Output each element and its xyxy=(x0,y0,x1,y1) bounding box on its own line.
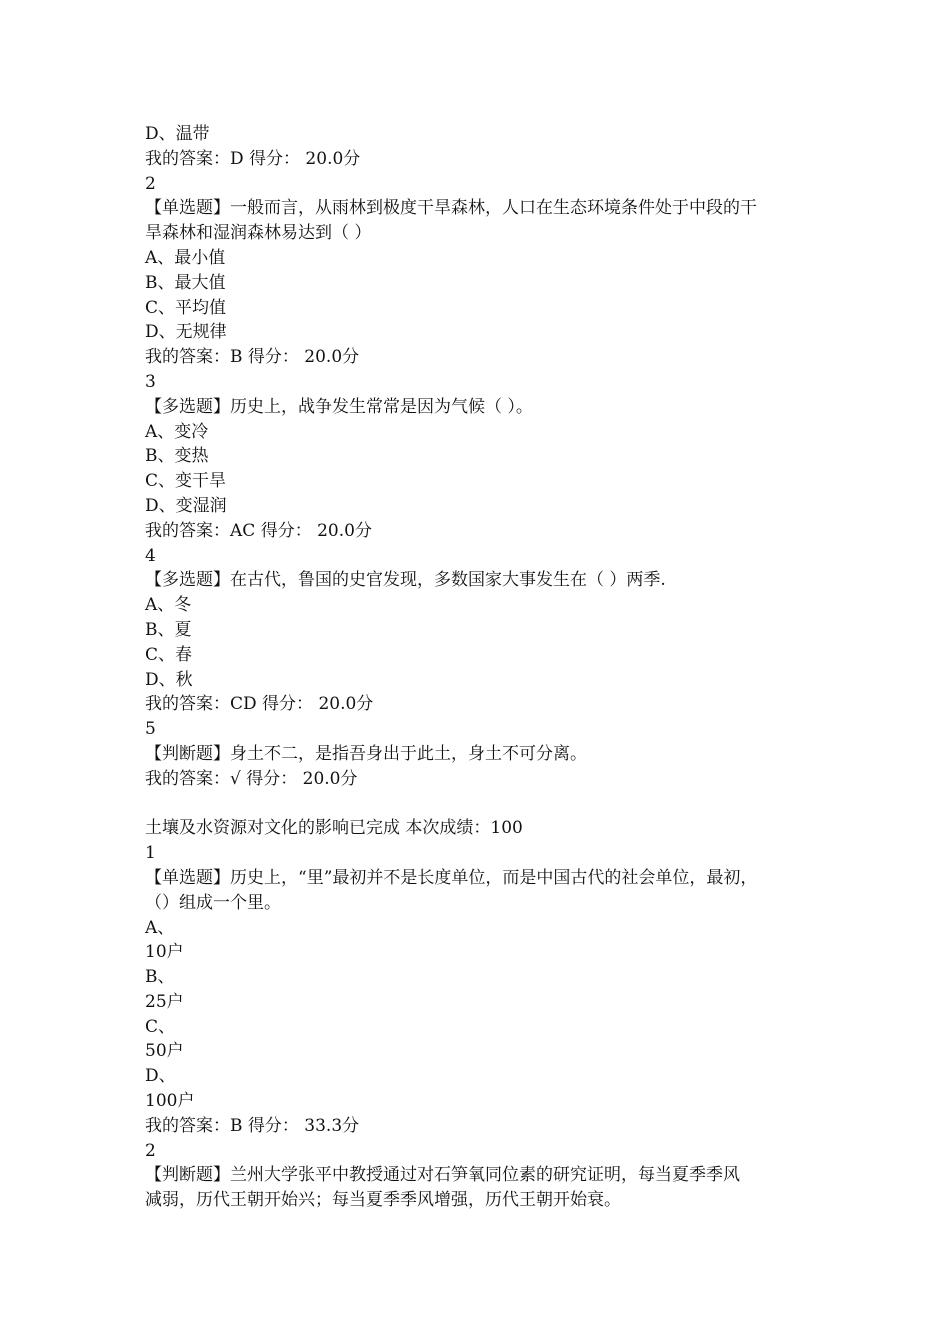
question-number: 2 xyxy=(145,173,156,194)
question-number: 3 xyxy=(145,371,156,392)
section-gap xyxy=(145,792,825,817)
question-text: 【判断题】身土不二，是指吾身出于此土，身土不可分离。 xyxy=(145,743,587,764)
option-c-label: C、 xyxy=(145,1016,176,1037)
answer-line: 我的答案：B 得分： 20.0分 xyxy=(145,347,360,368)
option-b-label: B、 xyxy=(145,967,175,988)
section-1 xyxy=(145,122,825,792)
option-d: D、无规律 xyxy=(145,322,227,343)
option-b: B、夏 xyxy=(145,619,192,640)
question-number: 2 xyxy=(145,1140,156,1161)
answer-line-1-1: 我的答案：D 得分： 20.0分 xyxy=(145,148,361,169)
option-a: A、最小值 xyxy=(145,247,226,268)
option-d-1-1: D、温带 xyxy=(145,124,210,144)
question-text: 【多选题】历史上，战争发生常常是因为气候（ ）。 xyxy=(145,396,533,417)
question-text: 【判断题】兰州大学张平中教授通过对石笋氧同位素的研究证明，每当夏季季风 xyxy=(145,1165,740,1186)
question-text: 【单选题】历史上，“里”最初并不是长度单位，而是中国古代的社会单位，最初， xyxy=(145,867,758,888)
question-text: 【多选题】在古代，鲁国的史官发现，多数国家大事发生在（ ）两季. xyxy=(145,570,666,591)
option-b: B、变热 xyxy=(145,446,209,467)
option-b: B、最大值 xyxy=(145,272,226,293)
section-2 xyxy=(145,816,825,1213)
option-d-value: 100户 xyxy=(145,1091,195,1112)
option-a: A、变冷 xyxy=(145,421,209,442)
option-d: D、变湿润 xyxy=(145,495,227,516)
answer-line: 我的答案：√ 得分： 20.0分 xyxy=(145,768,358,789)
document-page xyxy=(145,122,825,1213)
option-d: D、秋 xyxy=(145,669,193,690)
answer-line: 我的答案：CD 得分： 20.0分 xyxy=(145,694,374,715)
answer-line: 我的答案：AC 得分： 20.0分 xyxy=(145,520,372,541)
option-c-value: 50户 xyxy=(145,1041,184,1062)
option-d-label: D、 xyxy=(145,1066,176,1087)
option-c: C、变干旱 xyxy=(145,471,227,492)
question-number: 1 xyxy=(145,843,156,864)
option-b-value: 25户 xyxy=(145,991,184,1012)
question-text-continued: 旱森林和湿润森林易达到（ ） xyxy=(145,223,372,244)
question-text: 【单选题】一般而言，从雨林到极度干旱森林，人口在生态环境条件处于中段的干 xyxy=(145,198,757,219)
option-c: C、春 xyxy=(145,644,193,665)
question-text-continued: 减弱，历代王朝开始兴；每当夏季季风增强，历代王朝开始衰。 xyxy=(145,1190,621,1211)
question-text-continued: （）组成一个里。 xyxy=(145,892,281,913)
answer-line: 我的答案：B 得分： 33.3分 xyxy=(145,1115,360,1136)
option-a-label: A、 xyxy=(145,917,175,938)
section-title: 土壤及水资源对文化的影响已完成 本次成绩：100 xyxy=(145,818,523,839)
question-number: 5 xyxy=(145,719,156,740)
option-a: A、冬 xyxy=(145,595,192,616)
question-number: 4 xyxy=(145,545,156,566)
option-a-value: 10户 xyxy=(145,942,184,963)
option-c: C、平均值 xyxy=(145,297,227,318)
